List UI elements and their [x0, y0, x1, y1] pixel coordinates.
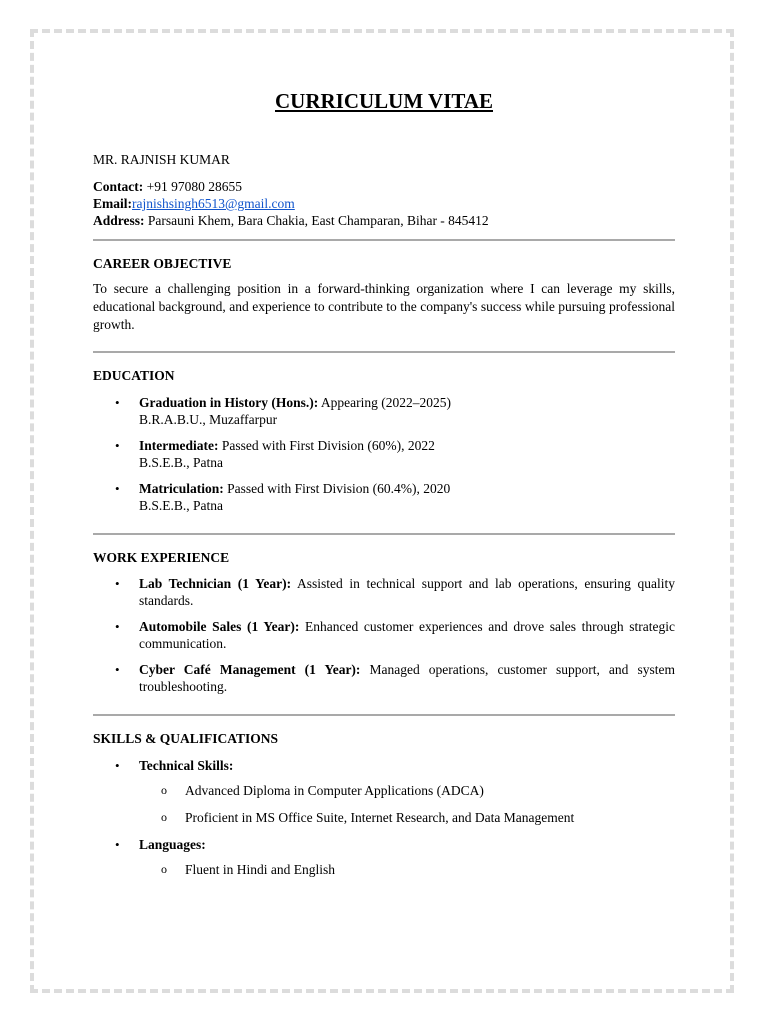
- address-value: Parsauni Khem, Bara Chakia, East Champaran, Bihar - 845412: [147, 213, 489, 228]
- skill-text: Advanced Diploma in Computer Applications (ADCA): [185, 783, 484, 798]
- page-title: CURRICULUM VITAE: [275, 89, 493, 113]
- skills-heading: SKILLS & QUALIFICATIONS: [93, 731, 279, 746]
- education-degree: Matriculation:: [139, 481, 224, 496]
- work-role: Automobile Sales (1 Year):: [139, 619, 300, 634]
- bullet-icon: •: [115, 837, 120, 852]
- education-institution: B.S.E.B., Patna: [139, 455, 224, 470]
- skill-text: Proficient in MS Office Suite, Internet Research, and Data Management: [185, 810, 575, 825]
- language-text: Fluent in Hindi and English: [185, 862, 335, 877]
- circle-bullet-icon: o: [161, 810, 167, 824]
- section-divider: [93, 714, 675, 716]
- work-experience-heading: WORK EXPERIENCE: [93, 550, 230, 565]
- bullet-icon: •: [115, 395, 120, 410]
- email-label: Email:: [93, 196, 132, 211]
- work-description: Enhanced customer experiences and drove sales through strategic communication.: [139, 619, 675, 651]
- email-link[interactable]: rajnishsingh6513@gmail.com: [132, 196, 295, 211]
- languages-label: Languages:: [139, 837, 206, 852]
- work-description: Assisted in technical support and lab operations, ensuring quality standards.: [139, 576, 675, 608]
- contact-address-line: [93, 212, 489, 229]
- career-objective-text: To secure a challenging position in a forward-thinking organization where I can leverage my skills, educational background, and experience to contribute to the company's success while pursuing professional growth.: [93, 281, 675, 332]
- section-divider: [93, 239, 675, 241]
- education-status: Passed with First Division (60%), 2022: [221, 438, 435, 453]
- bullet-icon: •: [115, 619, 120, 634]
- work-role: Lab Technician (1 Year):: [139, 576, 292, 591]
- education-status: Appearing (2022–2025): [320, 395, 452, 410]
- candidate-name: MR. RAJNISH KUMAR: [93, 152, 230, 167]
- contact-phone-line: [93, 178, 242, 195]
- contact-email-line: [93, 195, 295, 212]
- circle-bullet-icon: o: [161, 862, 167, 876]
- bullet-icon: •: [115, 576, 120, 591]
- address-label: Address:: [93, 213, 145, 228]
- bullet-icon: •: [115, 438, 120, 453]
- education-status: Passed with First Division (60.4%), 2020: [227, 481, 451, 496]
- technical-skills-label: Technical Skills:: [139, 758, 234, 773]
- work-role: Cyber Café Management (1 Year):: [139, 662, 361, 677]
- education-heading: EDUCATION: [93, 368, 175, 383]
- work-description: Managed operations, customer support, and system troubleshooting.: [139, 662, 675, 694]
- bullet-icon: •: [115, 481, 120, 496]
- circle-bullet-icon: o: [161, 783, 167, 797]
- career-objective-heading: CAREER OBJECTIVE: [93, 256, 232, 271]
- phone-value: +91 97080 28655: [146, 179, 242, 194]
- education-degree: Graduation in History (Hons.):: [139, 395, 319, 410]
- section-divider: [93, 351, 675, 353]
- phone-label: Contact:: [93, 179, 144, 194]
- education-institution: B.S.E.B., Patna: [139, 498, 224, 513]
- bullet-icon: •: [115, 662, 120, 677]
- education-institution: B.R.A.B.U., Muzaffarpur: [139, 412, 278, 427]
- bullet-icon: •: [115, 758, 120, 773]
- education-degree: Intermediate:: [139, 438, 219, 453]
- section-divider: [93, 533, 675, 535]
